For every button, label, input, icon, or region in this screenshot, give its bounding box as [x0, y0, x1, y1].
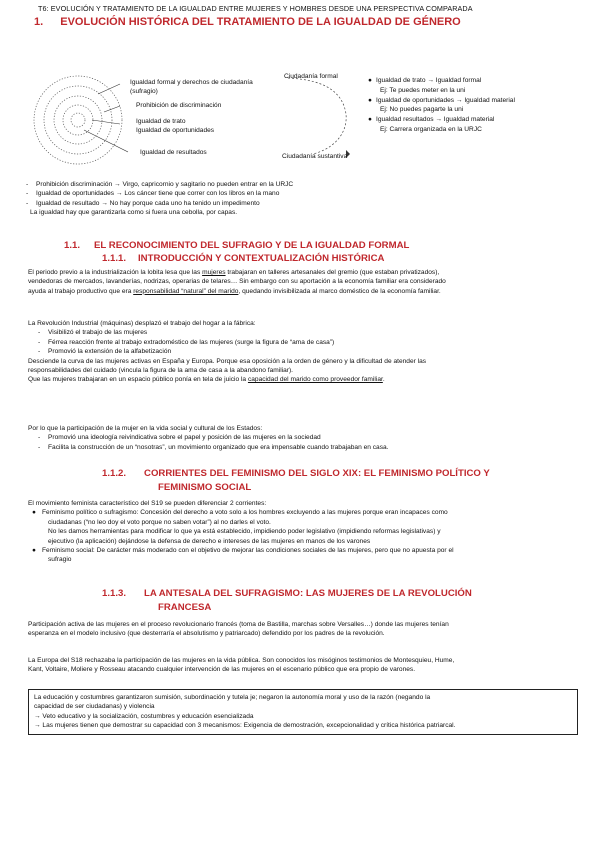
section-1-heading	[34, 16, 461, 28]
label-trato: Igualdad de trato	[136, 118, 186, 125]
label-oportunidades: Igualdad de oportunidades	[136, 127, 215, 134]
bracket-ciudadania	[288, 78, 346, 154]
connector-prohibicion	[104, 106, 120, 112]
example-item: - Igualdad de oportunidades → Los cáncer tiene que correr con los libros en la mano	[26, 190, 280, 198]
section-1-1-2-heading: 1.1.2. CORRIENTES DEL FEMINISMO DEL SIGLO XIX: EL FEMINISMO POLÍTICO Y FEMINISMO SOCIAL	[102, 468, 490, 493]
note-item: ● Igualdad de trato → Igualdad formal	[368, 77, 482, 84]
label-formal: Igualdad formal y derechos de ciudadanía	[130, 79, 253, 86]
section-1-1-3-heading: 1.1.3. LA ANTESALA DEL SUFRAGISMO: LAS MUJERES DE LA REVOLUCIÓN FRANCESA	[102, 588, 472, 613]
label-ciudadania-sustantiva: Ciudadanía sustantiva	[282, 153, 348, 160]
note-example: Ej: No puedes pagarte la uni	[380, 106, 464, 114]
note-example: Ej: Carrera organizada en la URJC	[380, 125, 482, 133]
page-header: T6: EVOLUCIÓN Y TRATAMIENTO DE LA IGUALDAD ENTRE MUJERES Y HOMBRES DESDE UNA PERSPECTIVA COMPARADA	[38, 4, 473, 13]
label-prohibicion: Prohibición de discriminación	[136, 102, 222, 109]
paragraph-revolucion-francesa: Participación activa de las mujeres en el proceso revolucionario francés (toma de Bastilla, marchas sobre Versalles…) donde las mujeres tenían esperanza en el modelo inclusivo (que desterraría el absolutismo y patriarcado) defendido por los padres de la revolución.	[28, 621, 449, 638]
connector-trato	[92, 120, 120, 124]
section-number: 1.	[34, 16, 44, 28]
connector-resultados	[84, 130, 128, 152]
note-item: ● Igualdad de oportunidades → Igualdad material	[368, 96, 515, 104]
note-example: Ej: Te puedes meter en la uni	[380, 86, 466, 94]
paragraph-preindustrial: El periodo previo a la industrialización la lobita lesa que las mujeres trabajaran en talleres artesanales del gremio (que estaban privatizados), vendedoras de mercados, lavanderías, nodrizas, operarias de telares… Sin embargo con su aportación a la economía familiar era considerado ayuda al trabajo productivo que era responsabilidad “natural” del marido, quedando invisibilizada al marco doméstico de la economía familiar.	[28, 269, 446, 295]
label-formal-sufragio: (sufragio)	[130, 88, 158, 95]
label-resultados: Igualdad de resultados	[140, 149, 207, 156]
examples-note: La igualdad hay que garantizarla como si fuera una cebolla, por capas.	[30, 209, 238, 217]
summary-box: La educación y costumbres garantizaron sumisión, subordinación y tutela je; negaron la autonomía moral y uso de la razón (negando la capacidad de ser ciudadanas) y violencia → Veto educativo y la socialización, costumbres y educación esencializada → Las mujeres tienen que demostrar su capacidad con 3 mecanismos: Exigencia de demostración, excepcionalidad y crítica histórica patriarcal.	[28, 689, 578, 735]
paragraph-revolucion-industrial: La Revolución Industrial (máquinas) desplazó el trabajo del hogar a la fábrica: - Visibilizó el trabajo de las mujeres - Férrea reacción frente al trabajo extradoméstico de las mujeres (surge la figura de “ama de casa”) - Promovió la extensión de la alfabetización Desciende la curva de las mujeres activas en España y Europa. Porque esa oposición a la orden de género y la dificultad de atender las responsabilidades del cuidado (vincula la figura de la ama de casa a la abandono familiar). Que las mujeres trabajaran en un espacio público ponía en tela de juicio la capacidad del marido como proveedor familiar.	[28, 319, 588, 385]
paragraph-participacion: Por lo que la participación de la mujer en la vida social y cultural de los Estados: - Promovió una ideología reivindicativa sobre el papel y posición de las mujeres en la sociedad - Facilita la construcción de un “nosotras”, un movimiento organizado que era impensable cuando trabajaban en casa.	[28, 424, 588, 452]
list-item: - Visibilizó el trabajo de las mujeres	[34, 328, 588, 337]
ring-oportunidades	[63, 105, 93, 135]
list-item: - Promovió la extensión de la alfabetización	[34, 347, 588, 356]
list-item: - Férrea reacción frente al trabajo extradoméstico de las mujeres (surge la figura de “ama de casa”)	[34, 338, 588, 347]
connector-formal	[98, 84, 120, 94]
examples-block	[26, 180, 586, 218]
ring-resultados	[71, 113, 85, 127]
section-title: EVOLUCIÓN HISTÓRICA DEL TRATAMIENTO DE LA IGUALDAD DE GÉNERO	[60, 16, 461, 28]
ring-trato	[54, 96, 102, 144]
label-ciudadania-formal: Ciudadanía formal	[284, 73, 338, 80]
list-item: - Facilita la construcción de un “nosotras”, un movimiento organizado que era impensable cuando trabajaban en casa.	[34, 443, 588, 452]
example-item: - Prohibición discriminación → Virgo, capricornio y sagitario no pueden entrar en la URJC	[26, 181, 294, 188]
section-1-1-heading: 1.1. EL RECONOCIMIENTO DEL SUFRAGIO Y DE LA IGUALDAD FORMAL	[64, 240, 410, 251]
paragraph-corrientes: El movimiento feminista característico del S19 se pueden diferenciar 2 corrientes: ● Feminismo político o sufragismo: Concesión del derecho a voto solo a los hombres excluyendo a las mujeres porque eran incapaces como ciudadanas (“no leo doy el voto porque no saben votar”) al no darles el voto. No les damos herramientas para modificar lo que ya está establecido, impidiendo poder legislativo (impidiendo reformas legislativas) y ejecutivo (la aplicación) dejándose la defensa de derecho e intereses de las mujeres en manos de los varones ● Feminismo social: De carácter más moderado con el objetivo de mejorar las condiciones sociales de las mujeres, pero que no apuesta por el sufragio	[28, 500, 454, 564]
equality-notes	[368, 76, 593, 135]
note-item: ● Igualdad resultados → Igualdad material	[368, 116, 495, 124]
section-1-1-1-heading: 1.1.1. INTRODUCCIÓN Y CONTEXTUALIZACIÓN HISTÓRICA	[102, 253, 385, 264]
paragraph-europa-s18: La Europa del S18 rechazaba la participación de las mujeres en la vida pública. Son conocidos los misóginos testimonios de Montesquieu, Hume, Kant, Voltaire, Moliere y Rosseau atacando cualquier intervención de las mujeres en el escenario público que era propio de varones.	[28, 657, 455, 674]
list-item: - Promovió una ideología reivindicativa sobre el papel y posición de las mujeres en la sociedad	[34, 433, 588, 442]
example-item: - Igualdad de resultado → No hay porque cada uno ha tenido un impedimento	[26, 199, 260, 207]
